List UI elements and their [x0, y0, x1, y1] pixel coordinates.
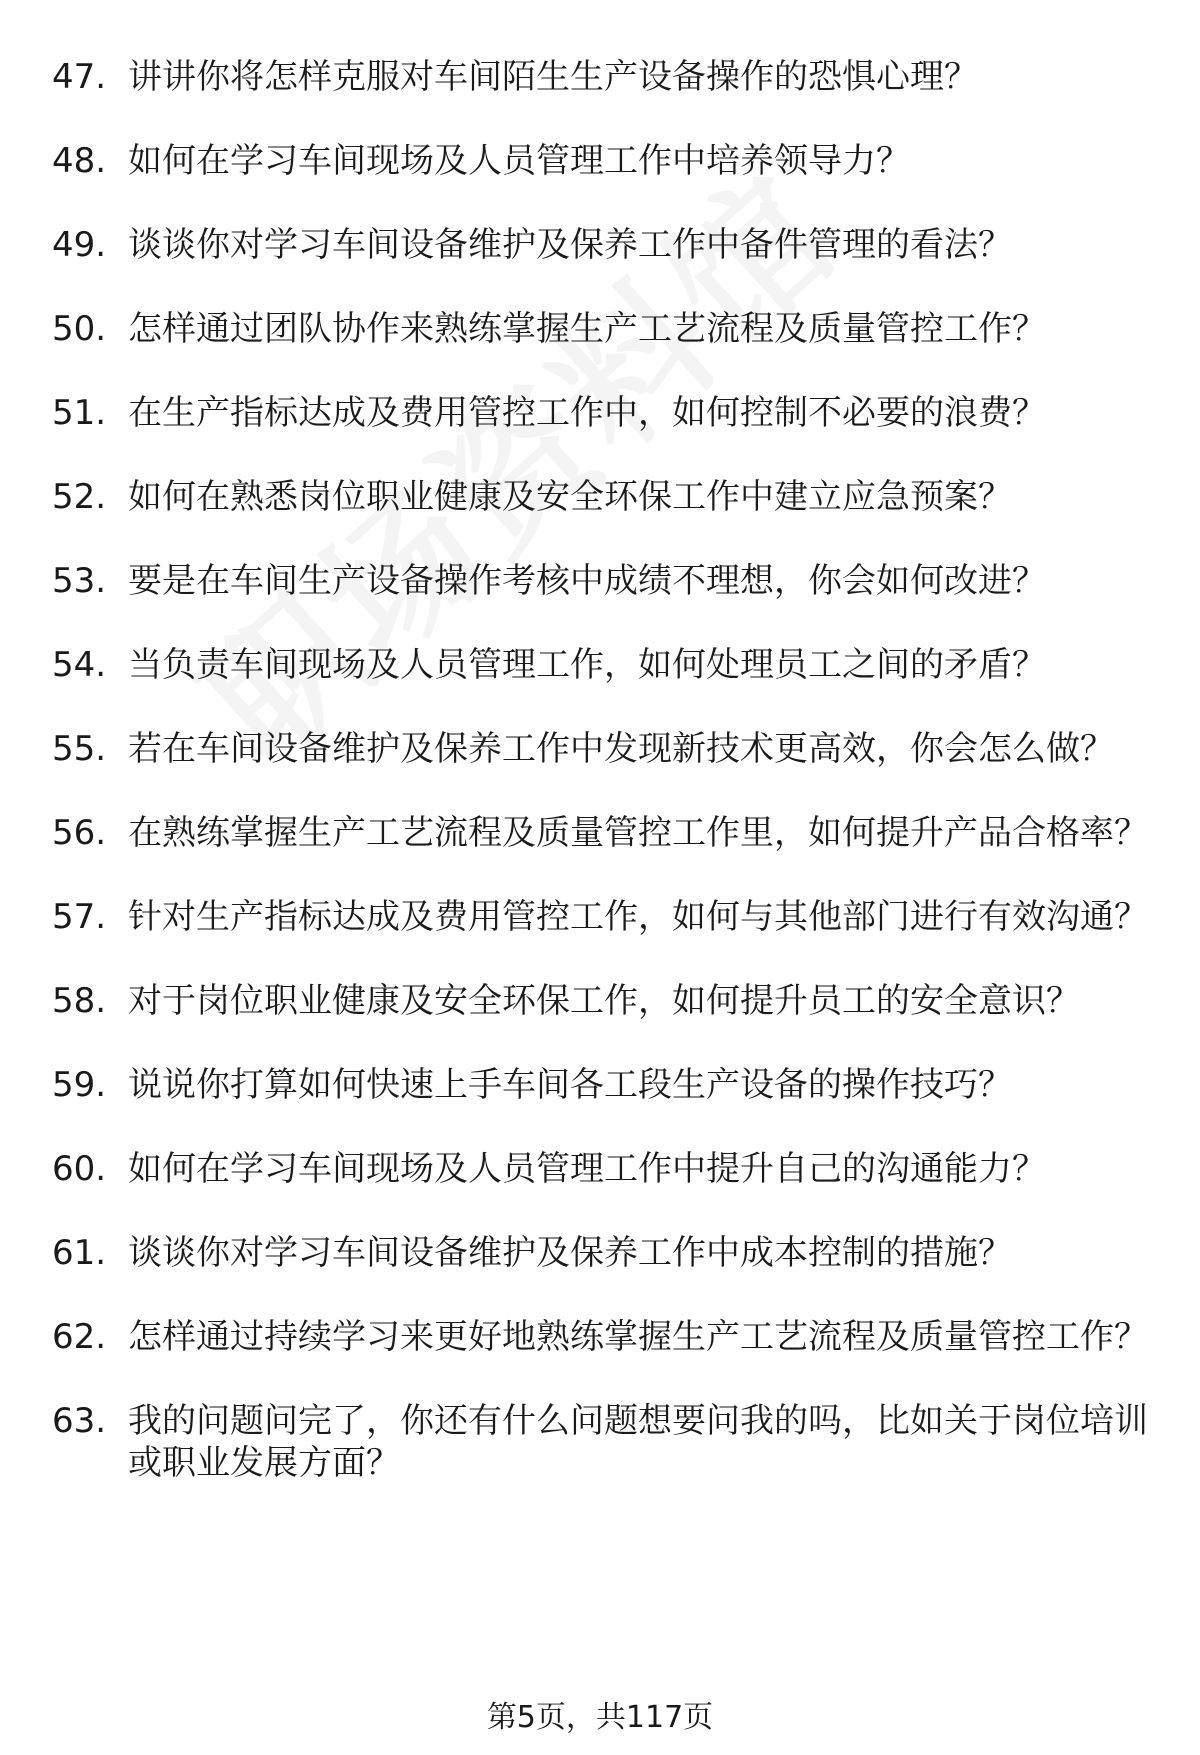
item-text: 当负责车间现场及人员管理工作，如何处理员工之间的矛盾？	[128, 645, 1046, 685]
item-number: 57.	[52, 897, 107, 937]
item-number: 49.	[52, 225, 107, 265]
item-text: 怎样通过持续学习来更好地熟练掌握生产工艺流程及质量管控工作？	[128, 1317, 1148, 1357]
item-number: 60.	[52, 1149, 107, 1189]
item-text: 讲讲你将怎样克服对车间陌生生产设备操作的恐惧心理？	[128, 57, 978, 97]
list-item	[52, 1232, 1162, 1274]
item-text: 说说你打算如何快速上手车间各工段生产设备的操作技巧？	[128, 1065, 1012, 1105]
item-text: 谈谈你对学习车间设备维护及保养工作中备件管理的看法？	[128, 225, 1012, 265]
list-item	[52, 1064, 1162, 1106]
item-text: 对于岗位职业健康及安全环保工作，如何提升员工的安全意识？	[128, 981, 1080, 1021]
list-item	[52, 644, 1162, 686]
list-item	[52, 896, 1162, 938]
item-text: 怎样通过团队协作来熟练掌握生产工艺流程及质量管控工作？	[128, 309, 1046, 349]
item-text: 如何在学习车间现场及人员管理工作中培养领导力？	[128, 141, 910, 181]
list-item	[52, 140, 1162, 182]
list-item	[52, 560, 1162, 602]
item-text: 若在车间设备维护及保养工作中发现新技术更高效，你会怎么做？	[128, 729, 1114, 769]
list-item	[52, 1148, 1162, 1190]
item-number: 58.	[52, 981, 107, 1021]
item-number: 47.	[52, 57, 107, 97]
item-number: 48.	[52, 141, 107, 181]
item-text: 如何在熟悉岗位职业健康及安全环保工作中建立应急预案？	[128, 477, 1012, 517]
item-number: 53.	[52, 561, 107, 601]
item-number: 55.	[52, 729, 107, 769]
item-text: 谈谈你对学习车间设备维护及保养工作中成本控制的措施？	[128, 1233, 1012, 1273]
item-text: 在生产指标达成及费用管控工作中，如何控制不必要的浪费？	[128, 393, 1046, 433]
list-item	[52, 308, 1162, 350]
list-item	[52, 476, 1162, 518]
item-text: 要是在车间生产设备操作考核中成绩不理想，你会如何改进？	[128, 561, 1046, 601]
question-list	[52, 56, 1162, 1526]
list-item	[52, 1400, 1162, 1484]
item-number: 62.	[52, 1317, 107, 1357]
item-text: 我的问题问完了，你还有什么问题想要问我的吗，比如关于岗位培训或职业发展方面？	[128, 1401, 1148, 1483]
list-item	[52, 1316, 1162, 1358]
item-number: 54.	[52, 645, 107, 685]
item-number: 59.	[52, 1065, 107, 1105]
item-text: 针对生产指标达成及费用管控工作，如何与其他部门进行有效沟通？	[128, 897, 1148, 937]
item-text: 在熟练掌握生产工艺流程及质量管控工作里，如何提升产品合格率？	[128, 813, 1148, 853]
list-item	[52, 812, 1162, 854]
list-item	[52, 224, 1162, 266]
item-number: 52.	[52, 477, 107, 517]
list-item	[52, 56, 1162, 98]
item-number: 61.	[52, 1233, 107, 1273]
item-number: 50.	[52, 309, 107, 349]
list-item	[52, 728, 1162, 770]
item-number: 51.	[52, 393, 107, 433]
item-number: 63.	[52, 1401, 107, 1441]
list-item	[52, 392, 1162, 434]
list-item	[52, 980, 1162, 1022]
page-number: 第5页，共117页	[486, 1700, 714, 1735]
item-number: 56.	[52, 813, 107, 853]
item-text: 如何在学习车间现场及人员管理工作中提升自己的沟通能力？	[128, 1149, 1046, 1189]
